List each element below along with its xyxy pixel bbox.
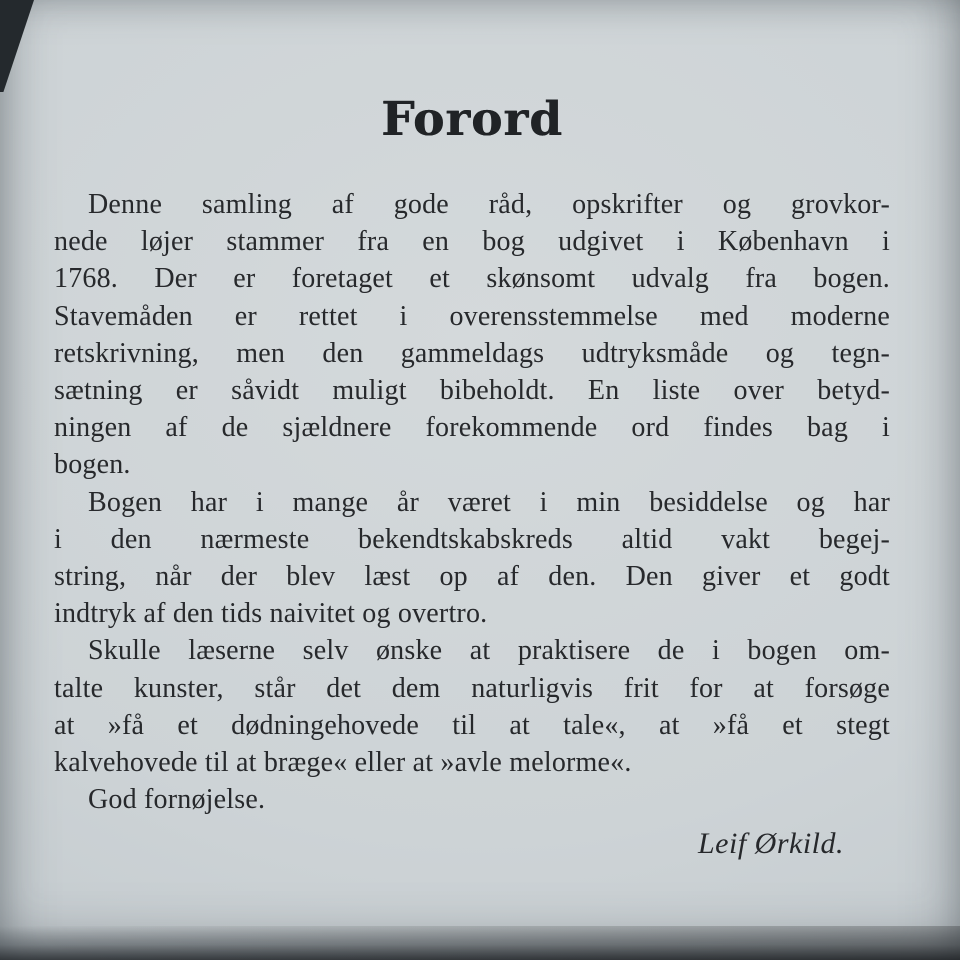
- text-line: talte kunster, står det dem naturligvis frit for at forsøge: [54, 672, 890, 704]
- text-line: at »få et dødningehovede til at tale«, at »få et stegt: [54, 709, 890, 741]
- text-line: indtryk af den tids naivitet og overtro.: [54, 598, 488, 630]
- page-title: Forord: [381, 92, 563, 147]
- text-line: string, når der blev læst op af den. Den giver et godt: [54, 561, 890, 593]
- text-line: Stavemåden er rettet i overensstemmelse med moderne: [54, 300, 890, 332]
- body-text: [54, 186, 890, 818]
- signature: Leif Ørkild.: [698, 827, 844, 861]
- text-line: sætning er såvidt muligt bibeholdt. En liste over betyd-: [54, 375, 890, 407]
- text-line: Skulle læserne selv ønske at praktisere de i bogen om-: [88, 635, 890, 667]
- text-line: Denne samling af gode råd, opskrifter og grovkor-: [88, 189, 890, 220]
- text-line: kalvehovede til at bræge« eller at »avle melorme«.: [54, 747, 632, 779]
- text-line: bogen.: [54, 449, 131, 481]
- text-line: 1768. Der er foretaget et skønsomt udvalg fra bogen.: [54, 263, 890, 295]
- text-line: i den nærmeste bekendtskabskreds altid vakt begej-: [54, 523, 890, 555]
- text-line: ningen af de sjældnere forekommende ord findes bag i: [54, 412, 890, 444]
- text-line: Bogen har i mange år været i min besiddelse og har: [88, 486, 890, 518]
- text-line: God fornøjelse.: [88, 784, 266, 816]
- text-line: retskrivning, men den gammeldags udtryksmåde og tegn-: [54, 337, 890, 369]
- text-line: nede løjer stammer fra en bog udgivet i København i: [54, 226, 890, 258]
